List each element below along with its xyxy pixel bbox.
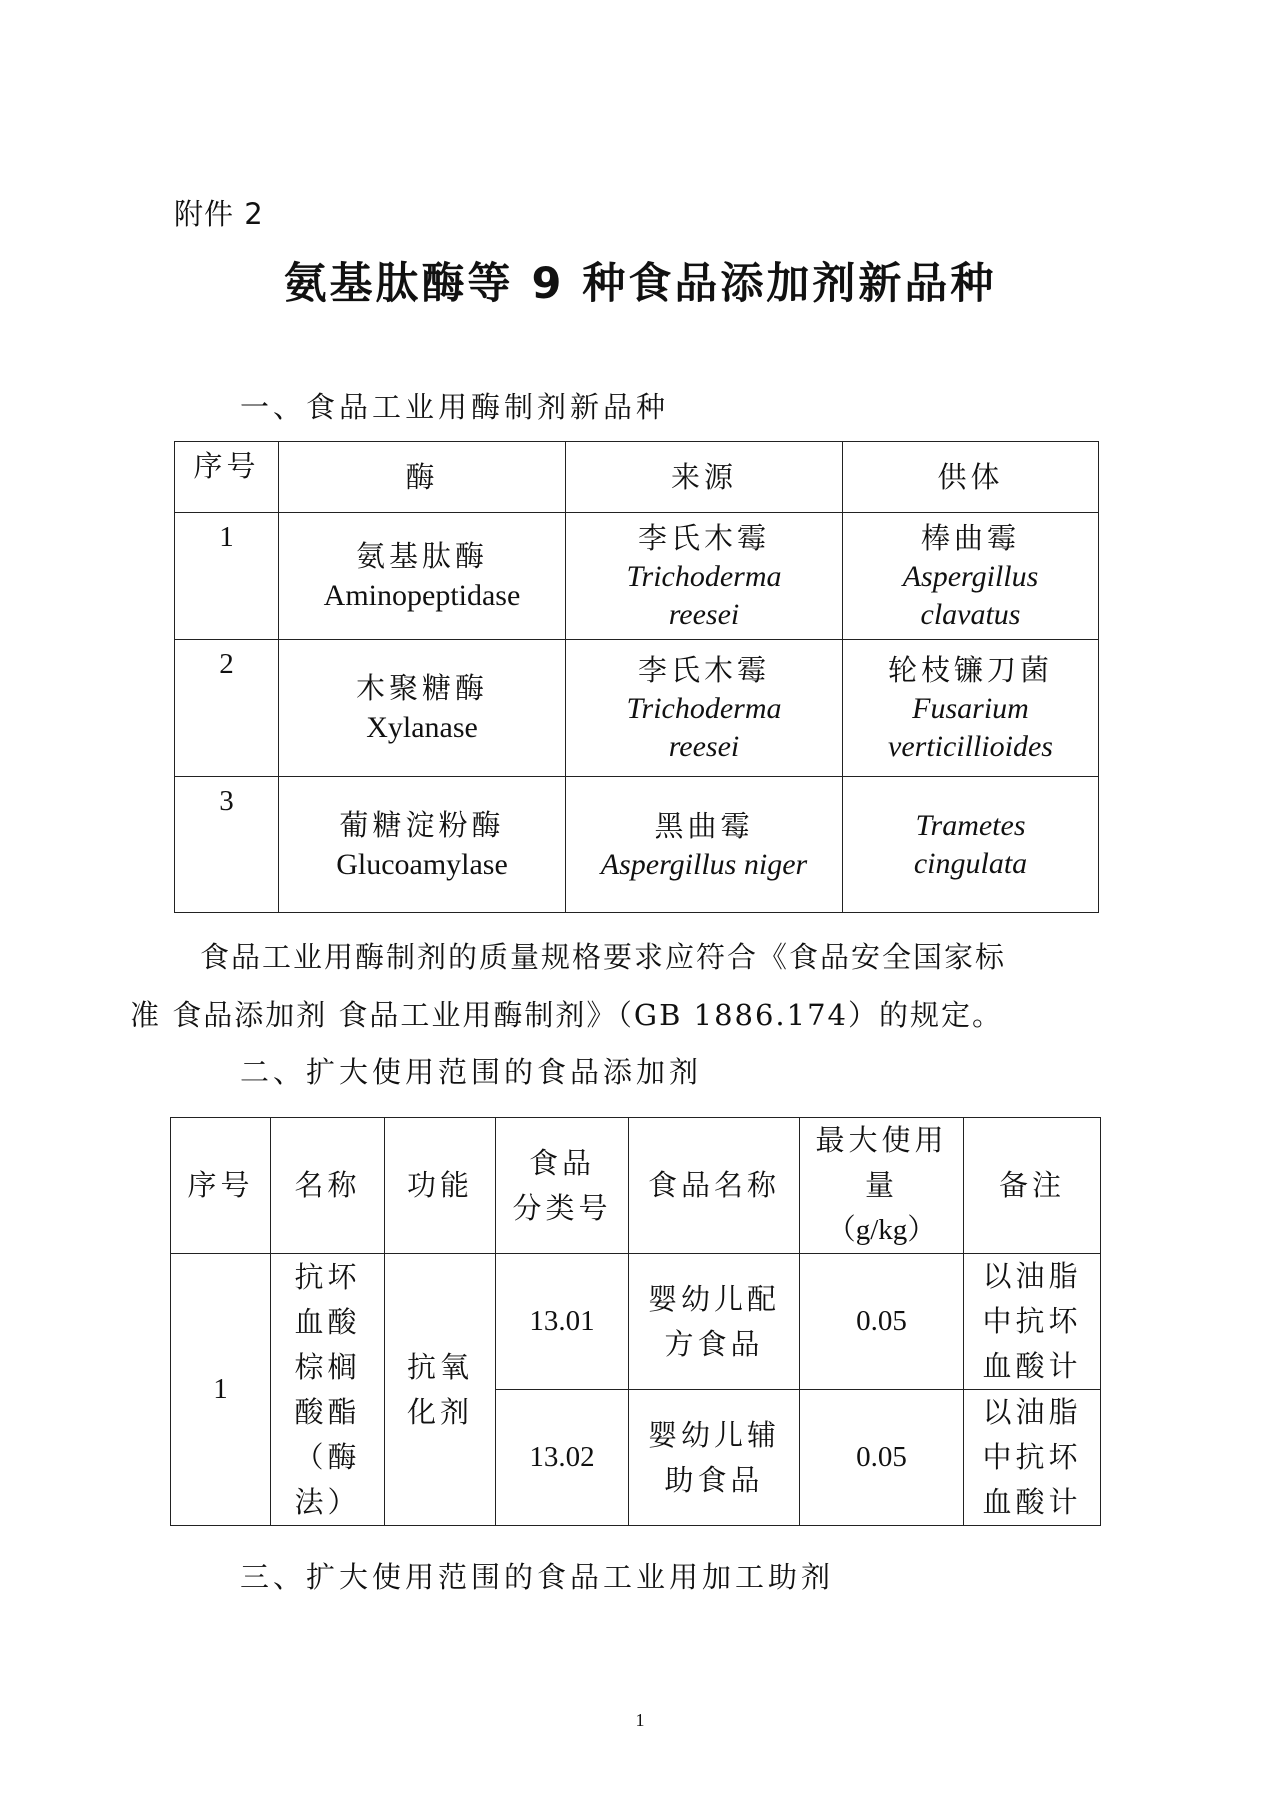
header-max-use [800,1118,964,1254]
additive-name-line: 酸酯 [294,1394,361,1429]
remark-line: 血酸计 [982,1349,1082,1383]
header-name: 名称 [271,1118,385,1254]
additive-name-line: （酶 [294,1439,361,1474]
max-use-cell: 0.05 [800,1254,964,1390]
source-latin: reesei [668,730,740,763]
food-name-line: 婴幼儿配 [647,1281,780,1316]
section2-heading: 二、扩大使用范围的食品添加剂 [240,1055,703,1089]
table-row [175,640,1099,777]
header-function: 功能 [385,1118,496,1254]
donor-zh: 棒曲霉 [920,521,1020,555]
additive-name-line: 抗坏 [294,1259,361,1294]
additive-table [170,1117,1101,1526]
enzyme-cell [279,640,566,777]
enzyme-cell [279,513,566,640]
donor-latin: verticillioides [888,730,1053,763]
food-name-line: 方食品 [664,1326,764,1361]
header-seq: 序号 [171,1118,271,1254]
source-latin: Trichoderma [626,692,782,725]
donor-latin: cingulata [913,846,1028,880]
remark-cell [964,1254,1101,1390]
additive-name-line: 法） [294,1484,361,1519]
attachment-label: 附件 2 [174,197,264,231]
header-max-use-line: 最大使用 [815,1123,948,1157]
source-zh: 黑曲霉 [654,808,754,843]
header-food-name: 食品名称 [629,1118,800,1254]
category-cell: 13.02 [496,1390,629,1526]
food-name-line: 助食品 [664,1462,764,1497]
function-cell [385,1254,496,1526]
row-seq: 3 [175,777,279,913]
food-name-cell [629,1254,800,1390]
section1-note-line1: 食品工业用酶制剂的质量规格要求应符合《食品安全国家标 [200,940,1007,974]
function-line: 化剂 [406,1394,473,1429]
category-cell: 13.01 [496,1254,629,1390]
food-name-line: 婴幼儿辅 [647,1417,780,1452]
enzyme-zh: 葡糖淀粉酶 [339,807,505,842]
enzyme-cell [279,777,566,913]
header-category-line: 分类号 [512,1190,612,1225]
source-cell [566,513,843,640]
row-seq: 1 [175,513,279,640]
page-number: 1 [635,1710,645,1730]
remark-cell [964,1390,1101,1526]
donor-latin: Trametes [915,808,1026,842]
header-seq: 序号 [175,442,279,513]
enzyme-en: Xylanase [366,711,478,744]
source-latin: Aspergillus niger [600,847,808,881]
header-enzyme: 酶 [279,442,566,513]
table-row [175,777,1099,913]
enzyme-zh: 氨基肽酶 [355,539,488,573]
row-seq: 1 [171,1254,271,1526]
header-max-use-line: 量 [864,1168,898,1202]
additive-name-line: 血酸 [294,1304,361,1339]
source-cell [566,777,843,913]
header-category-line: 食品 [528,1145,595,1180]
function-line: 抗氧 [406,1349,473,1384]
row-seq: 2 [175,640,279,777]
donor-cell [843,777,1099,913]
source-cell [566,640,843,777]
header-source: 来源 [566,442,843,513]
enzyme-table [174,441,1099,913]
additive-name-line: 棕榈 [294,1349,361,1384]
section3-heading: 三、扩大使用范围的食品工业用加工助剂 [240,1560,835,1594]
enzyme-zh: 木聚糖酶 [355,671,488,705]
food-name-cell [629,1390,800,1526]
table-row [175,513,1099,640]
table-row [171,1254,1101,1390]
donor-zh: 轮枝镰刀菌 [887,653,1053,687]
header-category [496,1118,629,1254]
source-latin: reesei [668,598,740,631]
donor-latin: clavatus [920,598,1021,631]
remark-line: 中抗坏 [982,1440,1082,1474]
header-remark: 备注 [964,1118,1101,1254]
source-zh: 李氏木霉 [637,653,770,687]
donor-latin: Fusarium [912,692,1029,725]
enzyme-en: Glucoamylase [336,847,508,881]
remark-line: 以油脂 [982,1395,1082,1429]
section1-heading: 一、食品工业用酶制剂新品种 [240,390,670,424]
enzyme-en: Aminopeptidase [323,579,521,612]
source-latin: Trichoderma [626,560,782,593]
enzyme-table-header-row [175,442,1099,513]
additive-table-header-row [171,1118,1101,1254]
donor-cell [843,513,1099,640]
remark-line: 血酸计 [982,1485,1082,1519]
max-use-cell: 0.05 [800,1390,964,1526]
additive-name-cell [271,1254,385,1526]
donor-cell [843,640,1099,777]
page-title: 氨基肽酶等 9 种食品添加剂新品种 [283,259,997,309]
source-zh: 李氏木霉 [637,521,770,555]
donor-latin: Aspergillus [902,560,1039,593]
remark-line: 以油脂 [982,1259,1082,1293]
header-max-use-line: （g/kg） [826,1214,937,1246]
remark-line: 中抗坏 [982,1304,1082,1338]
section1-note-line2: 准 食品添加剂 食品工业用酶制剂》（GB 1886.174）的规定。 [130,998,1004,1032]
header-donor: 供体 [843,442,1099,513]
